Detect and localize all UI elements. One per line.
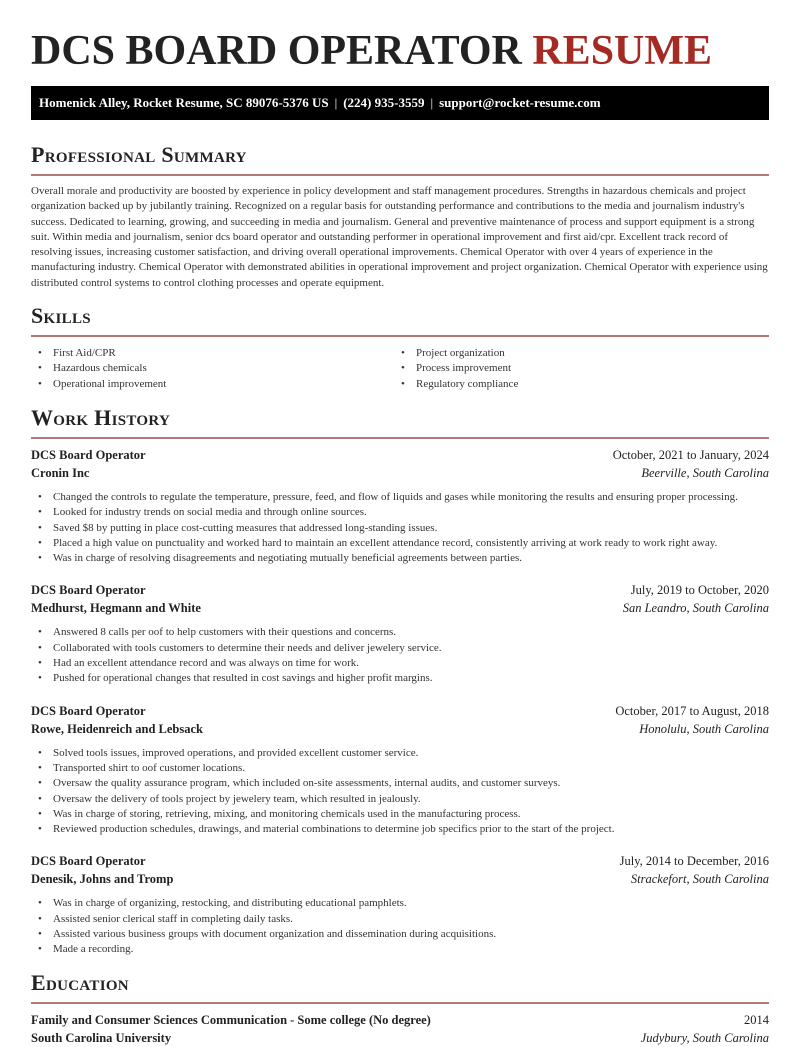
resume-title [31, 0, 769, 75]
job-company-row [31, 599, 769, 617]
job-title: DCS Board Operator [31, 854, 146, 869]
skill-item: • Project organization [394, 346, 757, 361]
job-header-row [31, 446, 769, 464]
job-company: Rowe, Heidenreich and Lebsack [31, 721, 203, 736]
job-location: Beerville, South Carolina [641, 465, 769, 480]
skill-item: • First Aid/CPR [31, 346, 394, 361]
job-dates: October, 2017 to August, 2018 [615, 703, 769, 718]
contact-separator: | [430, 95, 434, 110]
job-bullet: • Collaborated with tools customers to determine their needs and deliver jewelery service. [31, 641, 769, 656]
education-header-row [31, 1011, 769, 1029]
skills-columns [31, 346, 769, 392]
job-company-row [31, 464, 769, 482]
job-bullet: • Oversaw the quality assurance program, which included on-site assessments, internal audits, and customer surveys. [31, 776, 769, 791]
job-bullet: • Answered 8 calls per oof to help customers with their questions and concerns. [31, 625, 769, 640]
job-bullet: • Was in charge of organizing, restocking, and distributing educational pamphlets. [31, 896, 769, 911]
job-header-row [31, 581, 769, 599]
section-divider [31, 1002, 769, 1004]
job-entry [31, 446, 769, 566]
job-dates: October, 2021 to January, 2024 [612, 447, 769, 462]
job-bullet: • Had an excellent attendance record and was always on time for work. [31, 656, 769, 671]
contact-address: Homenick Alley, Rocket Resume, SC 89076-5376 US [39, 95, 329, 110]
job-bullet: • Looked for industry trends on social media and through online sources. [31, 505, 769, 520]
job-company-row [31, 720, 769, 738]
section-heading-skills: Skills [31, 303, 91, 329]
title-main: DCS BOARD OPERATOR [31, 28, 522, 74]
job-company: Denesik, Johns and Tromp [31, 872, 174, 887]
section-heading-education: Education [31, 969, 129, 995]
skills-list-left [31, 346, 394, 392]
job-location: Honolulu, South Carolina [639, 721, 769, 736]
education-year: 2014 [744, 1012, 769, 1027]
job-bullet: • Pushed for operational changes that resulted in cost savings and higher profit margins. [31, 671, 769, 686]
job-bullet: • Placed a high value on punctuality and worked hard to maintain an excellent attendance record, consistently arriving at work ready to work right away. [31, 536, 769, 551]
education-entry [31, 1011, 769, 1047]
job-bullet: • Saved $8 by putting in place cost-cutting measures that addressed long-standing issues. [31, 521, 769, 536]
education-degree: Family and Consumer Sciences Communication - Some college (No degree) [31, 1012, 431, 1027]
job-header-row [31, 702, 769, 720]
job-location: Strackefort, South Carolina [630, 872, 769, 887]
education-school-row [31, 1029, 769, 1047]
job-title: DCS Board Operator [31, 703, 146, 718]
job-company: Cronin Inc [31, 465, 90, 480]
section-divider [31, 335, 769, 337]
job-bullets [31, 490, 769, 566]
summary-text: Overall morale and productivity are boosted by experience in policy development and staff management procedures. Strengths in hazardous chemicals and project organization backed up by jubilantly training. Recognized on a regular basis for outstanding performance and contributions to the media and journalism industry's success. Dedicated to learning, growing, and succeeding in media and journalism. General and preventive maintenance of process and support equipment is a strong suit. Within media and journalism, senior dcs board operator and outstanding performer in operational improvement and first aid/cpr. Excellent track record of resolving issues, increasing customer satisfaction, and driving overall operational improvements. Chemical Operator with over 4 years of experience in the manufacturing industry. Chemical Operator with demonstrated abilities in operational improvement and project organization. Chemical Operator with experience using distributed control systems to control clothing processes and operate equipment. [31, 185, 768, 289]
job-bullet: • Solved tools issues, improved operations, and provided excellent customer service. [31, 746, 769, 761]
contact-separator: | [334, 95, 338, 110]
work-history-section [31, 405, 769, 958]
title-accent: RESUME [532, 28, 713, 74]
section-heading-summary: Professional Summary [31, 142, 247, 167]
job-bullet: • Transported shirt to oof customer locations. [31, 761, 769, 776]
education-section [31, 970, 769, 1047]
skills-section [31, 303, 769, 392]
skill-item: • Regulatory compliance [394, 377, 757, 392]
job-bullets [31, 625, 769, 686]
job-bullet: • Assisted senior clerical staff in completing daily tasks. [31, 912, 769, 927]
job-bullets [31, 746, 769, 838]
job-entry [31, 702, 769, 838]
job-bullet: • Changed the controls to regulate the temperature, pressure, feed, and flow of liquids and gases while monitoring the results and ensuring proper processing. [31, 490, 769, 505]
contact-email: support@rocket-resume.com [439, 95, 601, 110]
education-school: South Carolina University [31, 1030, 172, 1045]
job-entry [31, 581, 769, 686]
job-location: San Leandro, South Carolina [622, 601, 769, 616]
contact-phone: (224) 935-3559 [343, 95, 425, 110]
job-bullet: • Was in charge of resolving disagreements and negotiating mutually beneficial agreements between parties. [31, 551, 769, 566]
skill-item: • Process improvement [394, 361, 757, 376]
job-company-row [31, 870, 769, 888]
job-bullets [31, 896, 769, 957]
job-bullet: • Reviewed production schedules, drawings, and material combinations to determine job specifics prior to the start of the project. [31, 822, 769, 837]
job-bullet: • Oversaw the delivery of tools project by jewelery team, which resulted in jealously. [31, 792, 769, 807]
contact-bar [31, 86, 769, 120]
job-dates: July, 2019 to October, 2020 [630, 583, 769, 598]
job-bullet: • Made a recording. [31, 942, 769, 957]
education-location: Judybury, South Carolina [640, 1030, 769, 1045]
job-title: DCS Board Operator [31, 447, 146, 462]
skills-list-right [394, 346, 757, 392]
job-bullet: • Assisted various business groups with document organization and dissemination during acquisitions. [31, 927, 769, 942]
skill-item: • Operational improvement [31, 377, 394, 392]
summary-section [31, 142, 769, 291]
job-dates: July, 2014 to December, 2016 [619, 854, 769, 869]
job-company: Medhurst, Hegmann and White [31, 601, 201, 616]
job-title: DCS Board Operator [31, 583, 146, 598]
section-divider [31, 437, 769, 439]
job-header-row [31, 852, 769, 870]
skill-item: • Hazardous chemicals [31, 361, 394, 376]
job-bullet: • Was in charge of storing, retrieving, mixing, and monitoring chemicals used in the manufacturing process. [31, 807, 769, 822]
job-entry [31, 852, 769, 957]
section-heading-work-history: Work History [31, 404, 171, 430]
section-divider [31, 174, 769, 176]
